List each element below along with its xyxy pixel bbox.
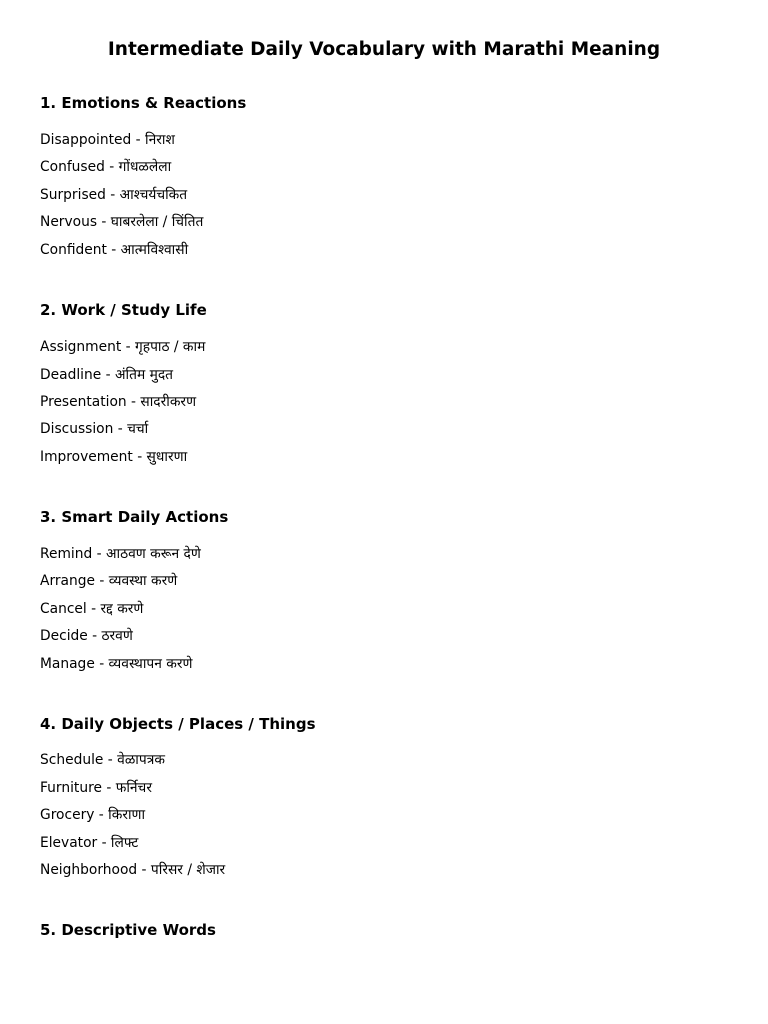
- vocab-entry: Improvement - सुधारणा: [40, 449, 188, 465]
- vocab-entry: Presentation - सादरीकरण: [40, 394, 197, 410]
- section-heading-work-study: 2. Work / Study Life: [40, 301, 207, 319]
- vocab-entry: Grocery - किराणा: [40, 807, 146, 823]
- section-heading-daily-actions: 3. Smart Daily Actions: [40, 508, 229, 526]
- vocab-entry: Discussion - चर्चा: [40, 421, 149, 437]
- vocab-entry: Confused - गोंधळलेला: [40, 159, 172, 175]
- vocab-entry: Confident - आत्मविश्वासी: [40, 242, 189, 258]
- vocab-entry: Assignment - गृहपाठ / काम: [40, 339, 206, 355]
- vocab-entry: Elevator - लिफ्ट: [40, 835, 139, 851]
- vocab-entry: Neighborhood - परिसर / शेजार: [40, 862, 226, 878]
- vocab-entry: Deadline - अंतिम मुदत: [40, 367, 174, 383]
- vocab-entry: Manage - व्यवस्थापन करणे: [40, 656, 193, 672]
- vocab-entry: Nervous - घाबरलेला / चिंतित: [40, 214, 204, 230]
- vocab-entry: Cancel - रद्द करणे: [40, 601, 144, 617]
- section-heading-descriptive-words: 5. Descriptive Words: [40, 921, 216, 939]
- vocab-entry: Schedule - वेळापत्रक: [40, 752, 165, 768]
- document-title: Intermediate Daily Vocabulary with Marathi Meaning: [107, 39, 661, 60]
- vocab-entry: Disappointed - निराश: [40, 132, 175, 148]
- vocab-entry: Remind - आठवण करून देणे: [40, 546, 201, 562]
- vocab-entry: Arrange - व्यवस्था करणे: [40, 573, 178, 589]
- vocab-entry: Furniture - फर्निचर: [40, 780, 152, 796]
- section-heading-emotions: 1. Emotions & Reactions: [40, 94, 247, 112]
- section-heading-objects-places: 4. Daily Objects / Places / Things: [40, 715, 316, 733]
- vocab-entry: Surprised - आश्चर्यचकित: [40, 187, 188, 203]
- vocab-entry: Decide - ठरवणे: [40, 628, 133, 644]
